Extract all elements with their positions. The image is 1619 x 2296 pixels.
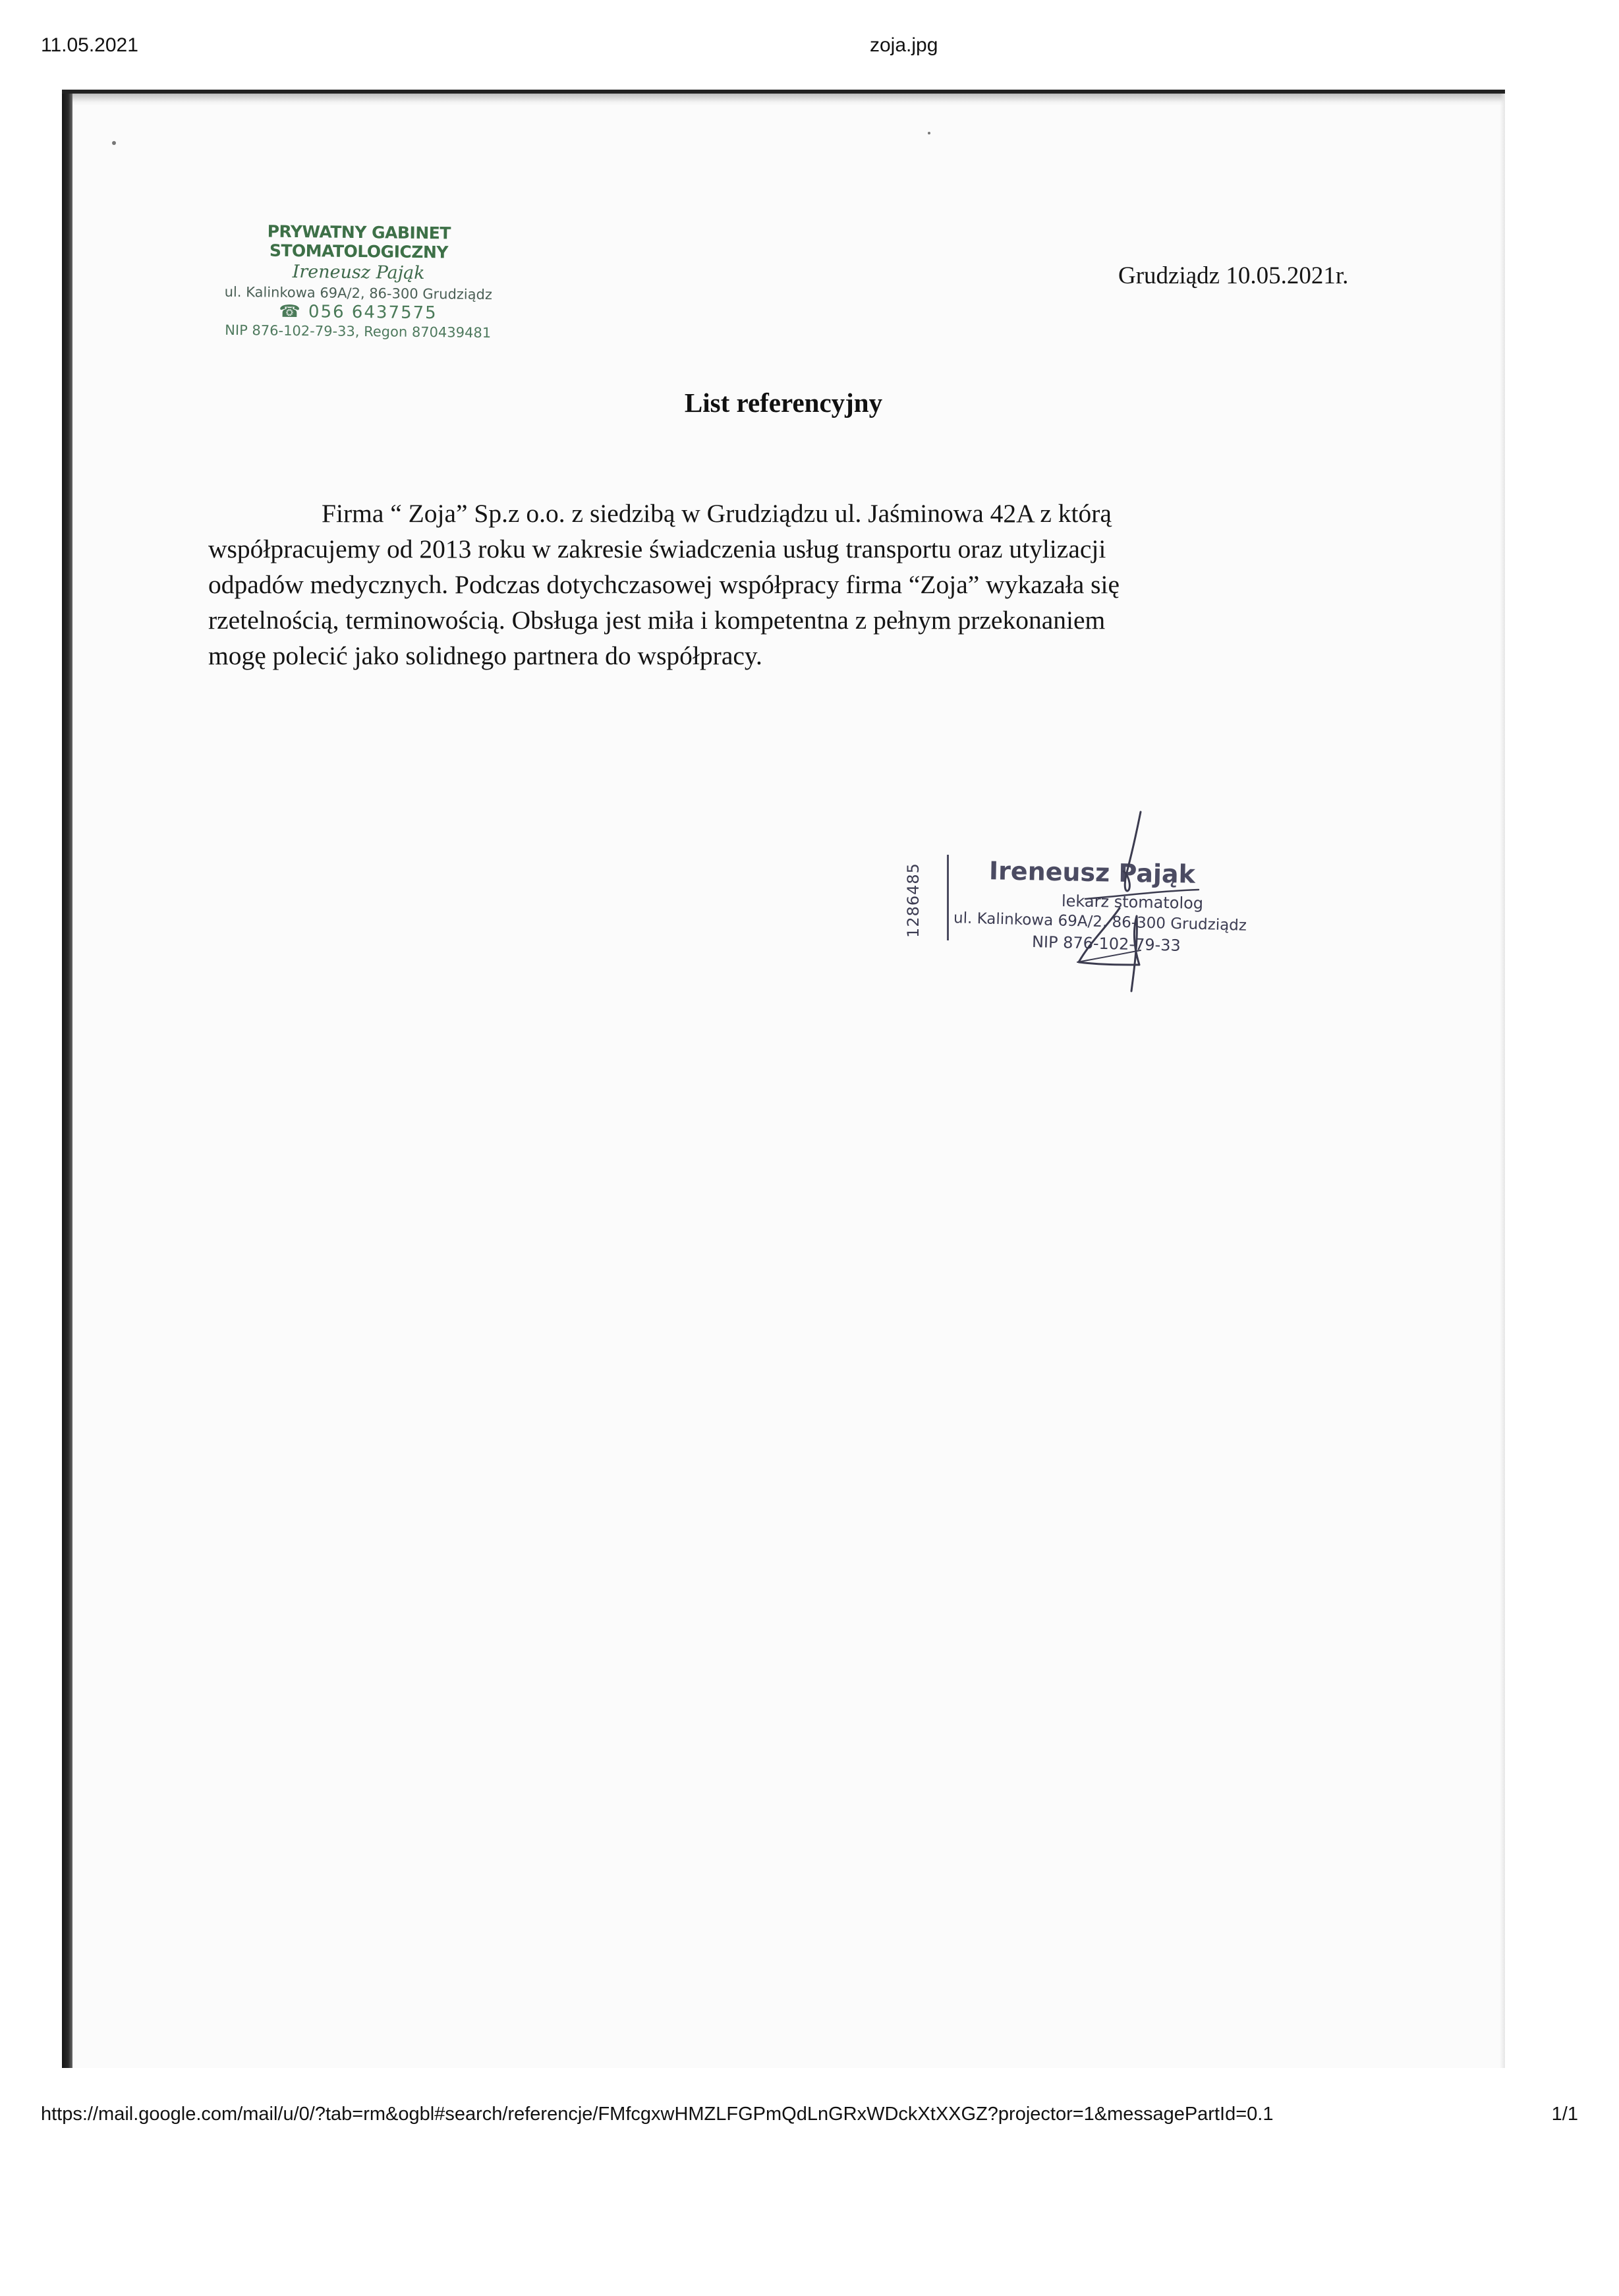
letter-title: List referencyjny (684, 387, 883, 418)
letter-body-line: mogę polecić jako solidnego partnera do współpracy. (208, 641, 762, 670)
clinic-stamp (200, 221, 517, 341)
scan-speck (928, 132, 930, 134)
print-date: 11.05.2021 (41, 34, 138, 56)
letter-body-line: rzetelnością, terminowością. Obsługa jest miła i kompetentna z pełnym przekonaniem (208, 606, 1106, 635)
letter-body-line: Firma “ Zoja” Sp.z o.o. z siedzibą w Grudziądzu ul. Jaśminowa 42A z którą (322, 499, 1112, 528)
signature-stamp-nip: NIP 876-102-79-33 (1031, 933, 1181, 955)
signature-stamp-name: Ireneusz Pająk (988, 856, 1196, 889)
signature-stamp-number: 1286485 (903, 863, 923, 938)
scanned-letter (62, 90, 1505, 2068)
scan-top-shadow (72, 94, 1505, 105)
clinic-stamp-name: PRYWATNY GABINET STOMATOLOGICZNY (267, 221, 451, 262)
print-url: https://mail.google.com/mail/u/0/?tab=rm&ogbl#search/referencje/FMfcgxwHMZLFGPmQdLnGRxWDckXtXXGZ?projector=1&messagePartId=0.1 (41, 2104, 1274, 2125)
letter-body-line: współpracujemy od 2013 roku w zakresie świadczenia usług transportu oraz utylizacji (208, 534, 1106, 563)
signature-stamp (903, 792, 1317, 1010)
letter-date: Grudziądz 10.05.2021r. (1118, 262, 1349, 289)
handwritten-signature (922, 792, 1317, 1010)
signature-stamp-address: ul. Kalinkowa 69A/2, 86-300 Grudziądz (953, 909, 1247, 934)
print-page-number: 1/1 (1551, 2104, 1578, 2125)
signature-stamp-role: lekarz stomatolog (1061, 892, 1204, 913)
letter-body (208, 496, 1394, 674)
clinic-stamp-owner: Ireneusz Pająk (292, 261, 425, 284)
clinic-stamp-phone: ☎ 056 6437575 (279, 301, 438, 324)
clinic-stamp-address: ul. Kalinkowa 69A/2, 86-300 Grudziądz (224, 283, 493, 303)
print-file-title: zoja.jpg (870, 34, 938, 56)
letter-body-line: odpadów medycznych. Podczas dotychczasowej współpracy firma “Zoja” wykazała się (208, 570, 1120, 599)
clinic-stamp-ids: NIP 876-102-79-33, Regon 870439481 (225, 322, 492, 341)
scan-speck (112, 141, 116, 145)
